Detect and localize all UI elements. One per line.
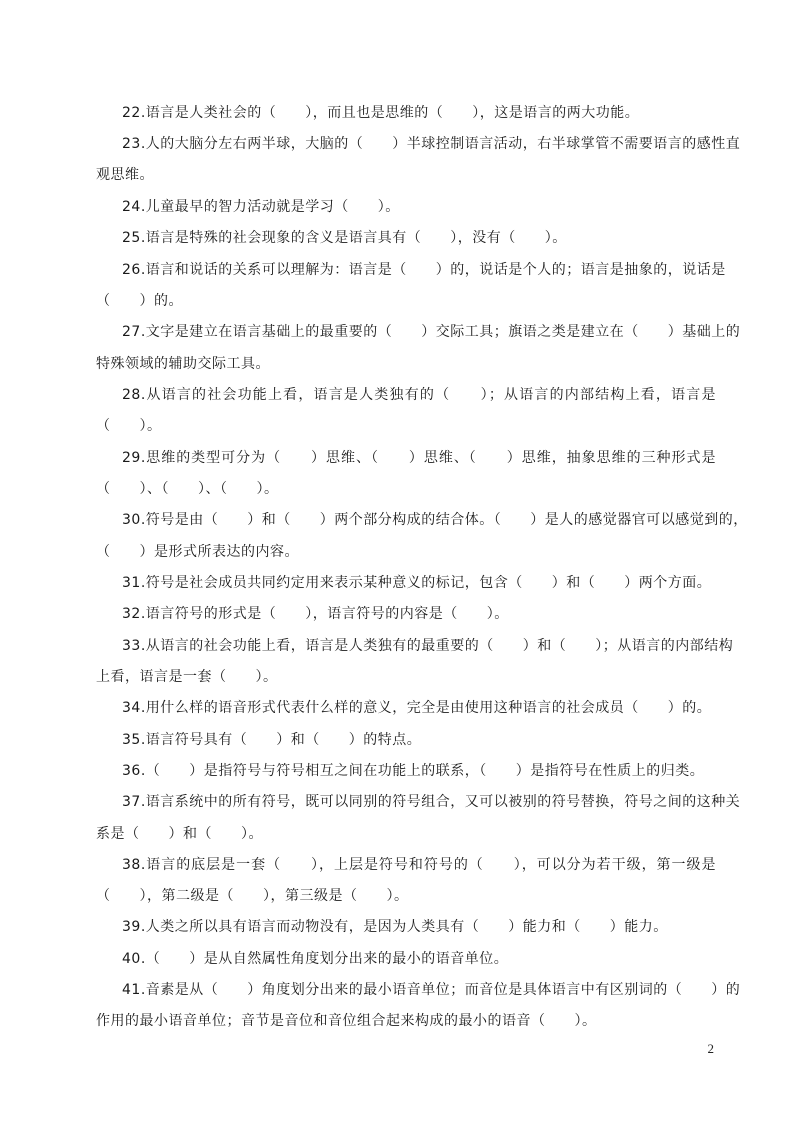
- question-31: 31.符号是社会成员共同约定用来表示某种意义的标记，包含（ ）和（ ）两个方面。: [122, 575, 712, 591]
- question-37-line-2: 系是（ ）和（ ）。: [96, 826, 263, 842]
- question-39: 39.人类之所以具有语言而动物没有，是因为人类具有（ ）能力和（ ）能力。: [122, 919, 668, 935]
- question-37-line-1: 37.语言系统中的所有符号，既可以同别的符号组合，又可以被别的符号替换，符号之间的这种关: [122, 794, 741, 810]
- question-26-line-1: 26.语言和说话的关系可以理解为：语言是（ ）的，说话是个人的；语言是抽象的，说话是: [122, 262, 726, 278]
- question-36: 36.（ ）是指符号与符号相互之间在功能上的联系，（ ）是指符号在性质上的归类。: [122, 763, 705, 779]
- question-27-line-2: 特殊领域的辅助交际工具。: [96, 356, 270, 372]
- question-30-line-1: 30.符号是由（ ）和（ ）两个部分构成的结合体。（ ）是人的感觉器官可以感觉到的，: [122, 512, 748, 528]
- question-22: 22.语言是人类社会的（ ），而且也是思维的（ ），这是语言的两大功能。: [122, 105, 640, 121]
- question-28-line-1: 28.从语言的社会功能上看，语言是人类独有的（ ）；从语言的内部结构上看，语言是: [122, 387, 716, 403]
- question-26-line-2: （ ）的。: [96, 293, 183, 309]
- question-27-line-1: 27.文字是建立在语言基础上的最重要的（ ）交际工具；旗语之类是建立在（ ）基础上的: [122, 324, 741, 340]
- question-41-line-2: 作用的最小语音单位；音节是音位和音位组合起来构成的最小的语音（ ）。: [96, 1013, 597, 1029]
- question-41-line-1: 41.音素是从（ ）角度划分出来的最小语音单位；而音位是具体语言中有区别词的（ ）的: [122, 982, 741, 998]
- question-33-line-1: 33.从语言的社会功能上看，语言是人类独有的最重要的（ ）和（ ）；从语言的内部结构: [122, 638, 734, 654]
- question-29-line-2: （ ）、（ ）、（ ）。: [96, 481, 279, 497]
- question-32: 32.语言符号的形式是（ ），语言符号的内容是（ ）。: [122, 606, 509, 622]
- page-number: 2: [707, 1041, 714, 1056]
- question-35: 35.语言符号具有（ ）和（ ）的特点。: [122, 732, 422, 748]
- question-25: 25.语言是特殊的社会现象的含义是语言具有（ ），没有（ ）。: [122, 230, 567, 246]
- question-33-line-2: 上看，语言是一套（ ）。: [96, 669, 278, 685]
- question-23-line-2: 观思维。: [96, 167, 154, 183]
- question-23-line-1: 23.人的大脑分左右两半球，大脑的（ ）半球控制语言活动，右半球掌管不需要语言的感性直: [122, 136, 741, 152]
- question-29-line-1: 29.思维的类型可分为（ ）思维、（ ）思维、（ ）思维，抽象思维的三种形式是: [122, 450, 716, 466]
- question-30-line-2: （ ）是形式所表达的内容。: [96, 544, 299, 560]
- question-34: 34.用什么样的语音形式代表什么样的意义，完全是由使用这种语言的社会成员（ ）的。: [122, 700, 712, 716]
- question-38-line-1: 38.语言的底层是一套（ ），上层是符号和符号的（ ），可以分为若干级，第一级是: [122, 857, 716, 873]
- question-24: 24.儿童最早的智力活动就是学习（ ）。: [122, 199, 400, 215]
- question-40: 40.（ ）是从自然属性角度划分出来的最小的语音单位。: [122, 951, 509, 967]
- question-28-line-2: （ ）。: [96, 418, 162, 434]
- question-38-line-2: （ ），第二级是（ ），第三级是（ ）。: [96, 888, 409, 904]
